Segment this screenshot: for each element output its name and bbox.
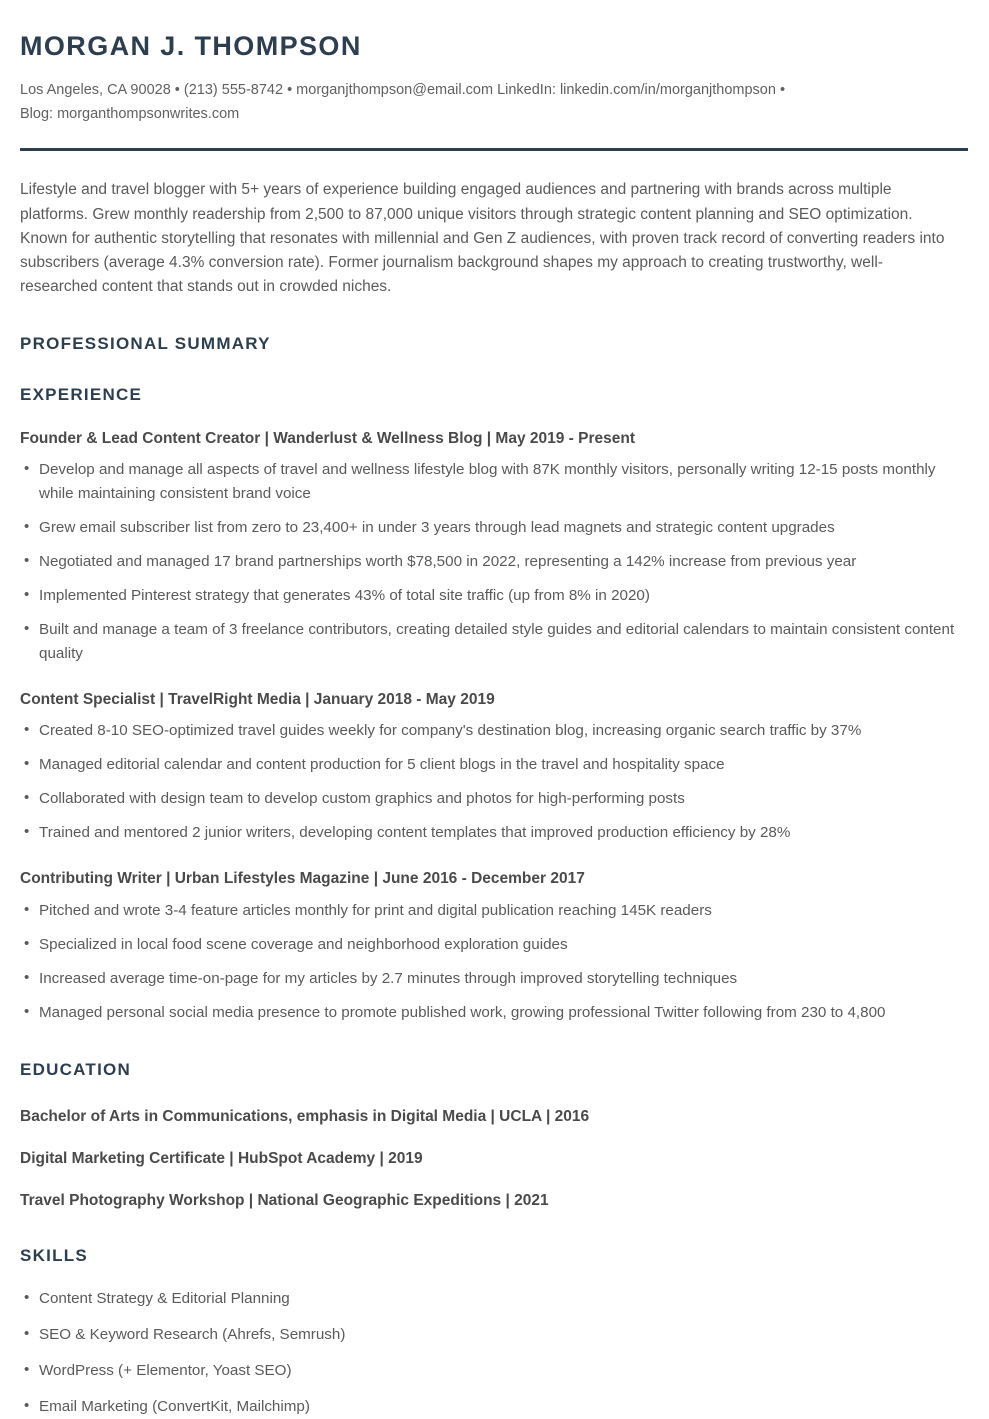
list-item: • Implemented Pinterest strategy that generates 43% of total site traffic (up from 8% in 2020) xyxy=(20,584,968,608)
job-title: Content Specialist | TravelRight Media | January 2018 - May 2019 xyxy=(20,691,495,709)
skills-list xyxy=(20,1287,968,1419)
list-item: • Managed personal social media presence to promote published work, growing professional Twitter following from 230 to 4,800 xyxy=(20,1001,968,1025)
list-item: • Managed editorial calendar and content production for 5 client blogs in the travel and hospitality space xyxy=(20,753,968,777)
list-item: • Trained and mentored 2 junior writers, developing content templates that improved production efficiency by 28% xyxy=(20,821,968,845)
list-item: • Develop and manage all aspects of travel and wellness lifestyle blog with 87K monthly visitors, personally writing 12-15 posts monthly while maintaining consistent brand voice xyxy=(20,458,968,506)
list-item: • Specialized in local food scene coverage and neighborhood exploration guides xyxy=(20,933,968,957)
list-item: • Created 8-10 SEO-optimized travel guides weekly for company's destination blog, increasing organic search traffic by 37% xyxy=(20,719,968,743)
list-item: • Pitched and wrote 3-4 feature articles monthly for print and digital publication reaching 145K readers xyxy=(20,899,968,923)
education-entry: Digital Marketing Certificate | HubSpot Academy | 2019 xyxy=(20,1150,423,1168)
list-item: • Built and manage a team of 3 freelance contributors, creating detailed style guides and editorial calendars to maintain consistent content quality xyxy=(20,618,968,666)
list-item: • Email Marketing (ConvertKit, Mailchimp) xyxy=(20,1395,968,1419)
list-item: • Content Strategy & Editorial Planning xyxy=(20,1287,968,1311)
section-heading-skills: SKILLS xyxy=(20,1246,88,1266)
list-item: • Grew email subscriber list from zero to 23,400+ in under 3 years through lead magnets and strategic content upgrades xyxy=(20,516,968,540)
section-heading-experience: EXPERIENCE xyxy=(20,384,143,404)
job-bullet-list xyxy=(20,899,968,1025)
job-title: Founder & Lead Content Creator | Wanderlust & Wellness Blog | May 2019 - Present xyxy=(20,430,636,447)
job-bullet-list xyxy=(20,719,968,845)
list-item: • SEO & Keyword Research (Ahrefs, Semrush) xyxy=(20,1323,968,1347)
summary-paragraph: Lifestyle and travel blogger with 5+ years of experience building engaged audiences and partnering with brands across multiple platforms. Grew monthly readership from 2,500 to 87,000 unique visitors through strategic content planning and SEO optimization. Known for authentic storytelling that resonates with millennial and Gen Z audiences, with proven track record of converting readers into subscribers (average 4.3% conversion rate). Former journalism background shapes my approach to creating trustworthy, well-researched content that stands out in crowded niches. xyxy=(20,181,945,296)
candidate-name: MORGAN J. THOMPSON xyxy=(20,31,362,61)
list-item: • Negotiated and managed 17 brand partnerships worth $78,500 in 2022, representing a 142% increase from previous year xyxy=(20,550,968,574)
job-title: Contributing Writer | Urban Lifestyles Magazine | June 2016 - December 2017 xyxy=(20,870,585,888)
education-entry: Travel Photography Workshop | National Geographic Expeditions | 2021 xyxy=(20,1192,549,1210)
contact-info-line: Los Angeles, CA 90028 • (213) 555-8742 • morganjthompson@email.com LinkedIn: linkedin.com/in/morganjthompson • Blog: morganthompsonwrites.com xyxy=(20,82,786,122)
section-heading-education: EDUCATION xyxy=(20,1059,132,1079)
list-item: • WordPress (+ Elementor, Yoast SEO) xyxy=(20,1359,968,1383)
job-bullet-list xyxy=(20,458,968,666)
header-divider xyxy=(20,148,968,151)
list-item: • Collaborated with design team to develop custom graphics and photos for high-performing posts xyxy=(20,787,968,811)
section-heading-professional-summary: PROFESSIONAL SUMMARY xyxy=(20,334,271,354)
education-entry: Bachelor of Arts in Communications, emphasis in Digital Media | UCLA | 2016 xyxy=(20,1108,590,1126)
list-item: • Increased average time-on-page for my articles by 2.7 minutes through improved storytelling techniques xyxy=(20,967,968,991)
